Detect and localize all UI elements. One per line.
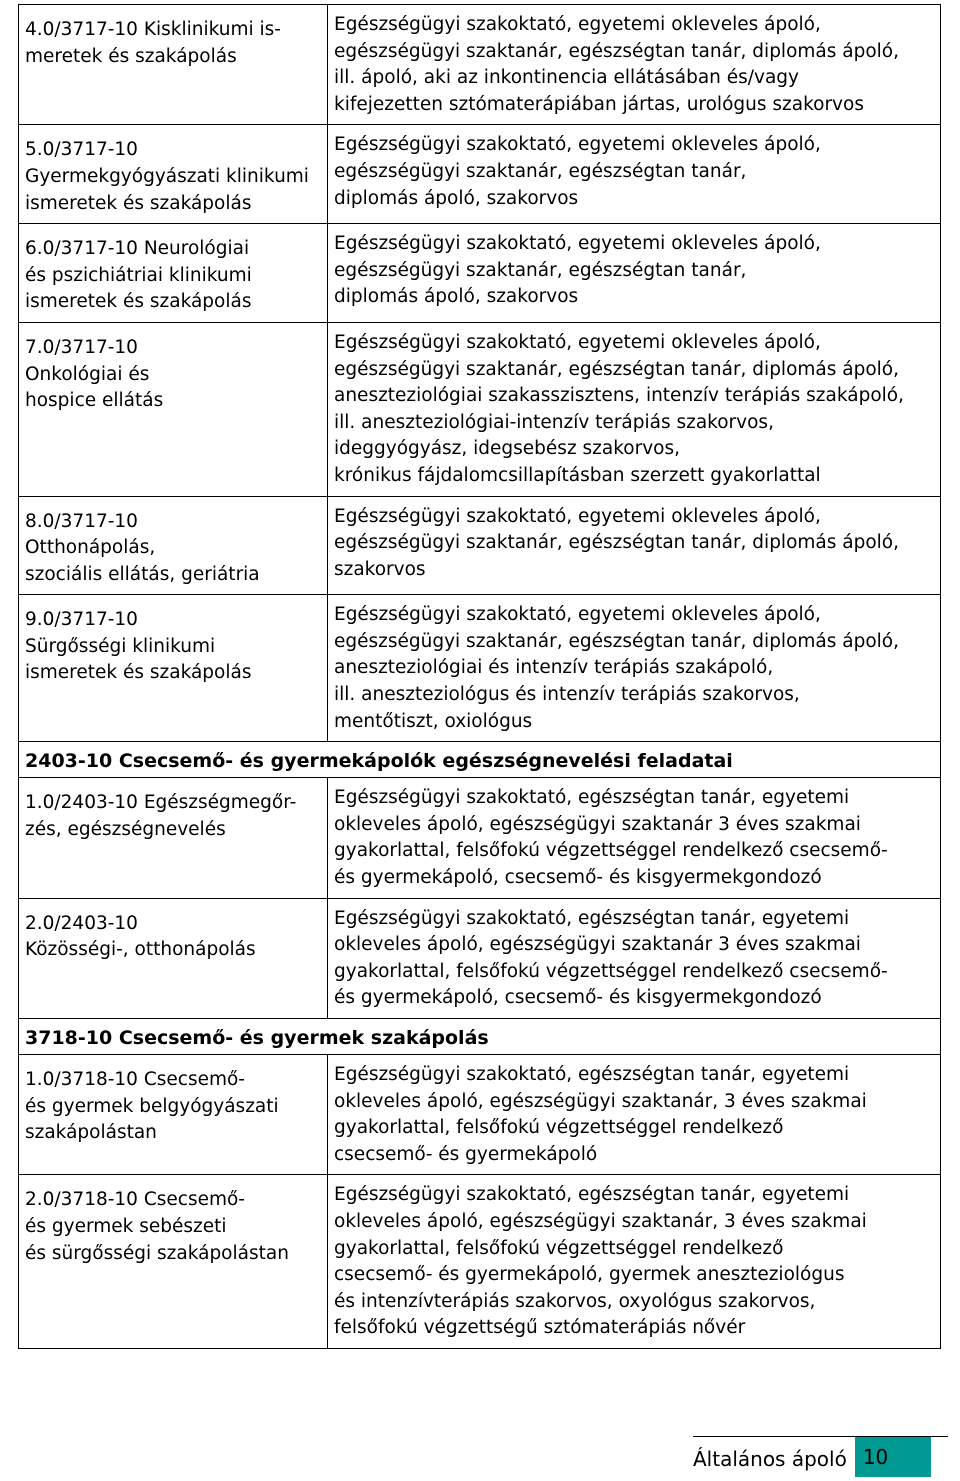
module-name-line: és pszichiátriai klinikumi	[25, 264, 252, 286]
qualification-line: Egészségügyi szakoktató, egészségtan tanár, egyetemi	[334, 1184, 850, 1206]
module-name-line: hospice ellátás	[25, 390, 164, 412]
module-name-line: szociális ellátás, geriátria	[25, 563, 260, 585]
qualification-cell	[328, 595, 941, 742]
page-footer	[693, 1436, 948, 1477]
qualification-line: ill. aneszteziológus és intenzív terápiás szakorvos,	[334, 684, 800, 706]
qualification-line: okleveles ápoló, egészségügyi szaktanár, 3 éves szakmai	[334, 1090, 867, 1112]
table-body	[19, 5, 941, 1349]
qualification-line: egészségügyi szaktanár, egészségtan tanár, diplomás ápoló,	[334, 40, 900, 62]
module-name-line: Otthonápolás,	[25, 537, 156, 559]
table-row	[19, 5, 941, 125]
module-name-cell	[19, 898, 328, 1018]
module-name-line: 7.0/3717-10	[25, 336, 138, 358]
qualification-line: Egészségügyi szakoktató, egyetemi okleveles ápoló,	[334, 331, 821, 353]
qualification-line: egészségügyi szaktanár, egészségtan tanár, diplomás ápoló,	[334, 358, 900, 380]
module-name-line: szakápolástan	[25, 1122, 157, 1144]
qualification-line: Egészségügyi szakoktató, egyetemi okleveles ápoló,	[334, 233, 821, 255]
table-row	[19, 224, 941, 323]
qualification-cell	[328, 1055, 941, 1175]
qualification-line: egészségügyi szaktanár, egészségtan tanár, diplomás ápoló,	[334, 630, 900, 652]
qualification-line: gyakorlattal, felsőfokú végzettséggel rendelkező	[334, 1117, 784, 1139]
module-name-line: Sürgősségi klinikumi	[25, 635, 216, 657]
qualification-cell	[328, 125, 941, 224]
module-name-line: 8.0/3717-10	[25, 510, 138, 532]
qualification-line: csecsemő- és gyermekápoló, gyermek aneszteziológus	[334, 1264, 845, 1286]
page-number: 10	[855, 1437, 931, 1477]
module-name-line: zés, egészségnevelés	[25, 818, 226, 840]
qualification-line: felsőfokú végzettségű sztómaterápiás nővér	[334, 1317, 746, 1339]
qualification-line: és gyermekápoló, csecsemő- és kisgyermekgondozó	[334, 987, 822, 1009]
section-heading: 2403-10 Csecsemő- és gyermekápolók egészségnevelési feladatai	[19, 742, 941, 778]
qualification-cell	[328, 496, 941, 595]
module-name-line: 1.0/3718-10 Csecsemő-	[25, 1069, 245, 1090]
module-name-cell	[19, 125, 328, 224]
module-name-line: 9.0/3717-10	[25, 609, 138, 631]
module-name-line: Gyermekgyógyászati klinikumi	[25, 165, 309, 187]
module-name-line: Onkológiai és	[25, 363, 150, 385]
module-name-cell	[19, 595, 328, 742]
table-row	[19, 898, 941, 1018]
qualification-line: és intenzívterápiás szakorvos, oxyológus szakorvos,	[334, 1290, 816, 1312]
module-name-cell	[19, 1055, 328, 1175]
module-name-cell	[19, 1175, 328, 1349]
table-row	[19, 496, 941, 595]
module-name-line: és gyermek belgyógyászati	[25, 1095, 279, 1117]
qualification-cell	[328, 5, 941, 125]
section-heading-row	[19, 1019, 941, 1055]
footer-label: Általános ápoló	[693, 1447, 847, 1471]
module-name-cell	[19, 778, 328, 898]
qualification-line: Egészségügyi szakoktató, egészségtan tanár, egyetemi	[334, 1064, 850, 1085]
table-row	[19, 778, 941, 898]
section-heading: 3718-10 Csecsemő- és gyermek szakápolás	[19, 1019, 941, 1055]
qualification-line: ill. aneszteziológiai-intenzív terápiás szakorvos,	[334, 411, 774, 433]
module-name-cell	[19, 322, 328, 496]
qualification-cell	[328, 778, 941, 898]
qualification-line: mentőtiszt, oxiológus	[334, 710, 533, 732]
module-name-line: ismeretek és szakápolás	[25, 192, 252, 214]
qualification-line: egészségügyi szaktanár, egészségtan tanár, diplomás ápoló,	[334, 532, 900, 554]
table-row	[19, 322, 941, 496]
table-row	[19, 595, 941, 742]
module-name-line: 4.0/3717-10 Kisklinikumi is-	[25, 19, 281, 40]
qualification-line: gyakorlattal, felsőfokú végzettséggel rendelkező	[334, 1237, 784, 1259]
table-row	[19, 125, 941, 224]
qualification-line: egészségügyi szaktanár, egészségtan tanár,	[334, 259, 747, 281]
module-name-line: 2.0/2403-10	[25, 912, 138, 934]
qualification-cell	[328, 224, 941, 323]
module-name-line: ismeretek és szakápolás	[25, 662, 252, 684]
module-name-line: ismeretek és szakápolás	[25, 291, 252, 313]
module-name-line: 6.0/3717-10 Neurológiai	[25, 238, 250, 260]
qualification-line: diplomás ápoló, szakorvos	[334, 187, 579, 209]
qualification-line: és gyermekápoló, csecsemő- és kisgyermekgondozó	[334, 867, 822, 889]
qualification-line: Egészségügyi szakoktató, egyetemi okleveles ápoló,	[334, 604, 821, 626]
module-name-line: 5.0/3717-10	[25, 139, 138, 161]
module-name-line: 1.0/2403-10 Egészségmegőr-	[25, 792, 297, 814]
module-name-line: 2.0/3718-10 Csecsemő-	[25, 1189, 245, 1211]
qualification-line: szakorvos	[334, 558, 426, 580]
qualification-line: csecsemő- és gyermekápoló	[334, 1143, 598, 1165]
qualification-line: gyakorlattal, felsőfokú végzettséggel rendelkező csecsemő-	[334, 840, 888, 862]
qualification-line: Egészségügyi szakoktató, egyetemi okleveles ápoló,	[334, 134, 821, 156]
qualification-line: kifejezetten sztómaterápiában jártas, urológus szakorvos	[334, 93, 864, 115]
qualification-line: krónikus fájdalomcsillapításban szerzett gyakorlattal	[334, 464, 821, 486]
qualification-line: Egészségügyi szakoktató, egészségtan tanár, egyetemi	[334, 787, 850, 809]
qualification-line: aneszteziológiai és intenzív terápiás szakápoló,	[334, 657, 774, 679]
qualification-line: okleveles ápoló, egészségügyi szaktanár, 3 éves szakmai	[334, 1210, 867, 1232]
module-name-cell	[19, 5, 328, 125]
module-name-line: Közösségi-, otthonápolás	[25, 939, 256, 961]
qualification-line: Egészségügyi szakoktató, egyetemi okleveles ápoló,	[334, 14, 821, 35]
module-name-line: és gyermek sebészeti	[25, 1215, 227, 1237]
module-name-line: és sürgősségi szakápolástan	[25, 1242, 289, 1264]
qualification-line: egészségügyi szaktanár, egészségtan tanár,	[334, 160, 747, 182]
staff-requirements-table	[18, 4, 941, 1349]
table-row	[19, 1055, 941, 1175]
qualification-cell	[328, 322, 941, 496]
qualification-line: gyakorlattal, felsőfokú végzettséggel rendelkező csecsemő-	[334, 960, 888, 982]
qualification-line: okleveles ápoló, egészségügyi szaktanár 3 éves szakmai	[334, 934, 861, 956]
qualification-cell	[328, 898, 941, 1018]
qualification-cell	[328, 1175, 941, 1349]
qualification-line: Egészségügyi szakoktató, egészségtan tanár, egyetemi	[334, 907, 850, 929]
qualification-line: Egészségügyi szakoktató, egyetemi okleveles ápoló,	[334, 505, 821, 527]
module-name-line: meretek és szakápolás	[25, 45, 237, 67]
qualification-line: aneszteziológiai szakasszisztens, intenzív terápiás szakápoló,	[334, 385, 904, 407]
table-row	[19, 1175, 941, 1349]
qualification-line: okleveles ápoló, egészségügyi szaktanár 3 éves szakmai	[334, 813, 861, 835]
qualification-line: ideggyógyász, idegsebész szakorvos,	[334, 438, 680, 460]
section-heading-row	[19, 742, 941, 778]
qualification-line: ill. ápoló, aki az inkontinencia ellátásában és/vagy	[334, 67, 799, 89]
module-name-cell	[19, 496, 328, 595]
module-name-cell	[19, 224, 328, 323]
qualification-line: diplomás ápoló, szakorvos	[334, 286, 579, 308]
